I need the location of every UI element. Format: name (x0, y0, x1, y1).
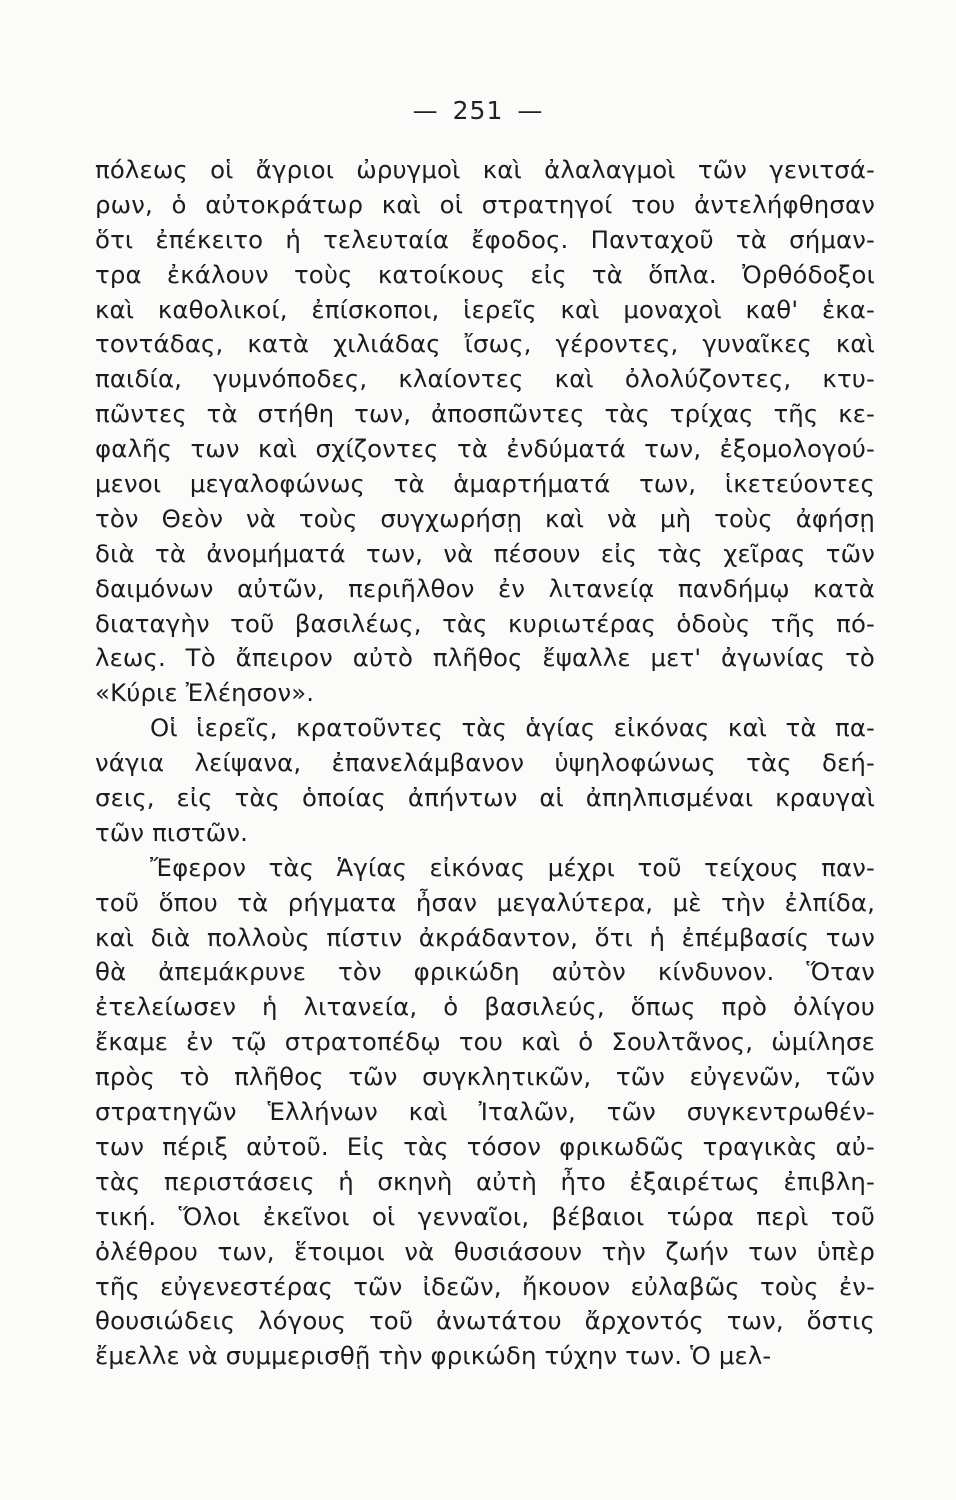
dash-left: — (412, 96, 439, 125)
text-line: διὰ τὰ ἀνομήματά των, νὰ πέσουν εἰς τὰς χεῖρας τῶν (95, 538, 875, 568)
page-number-header (0, 96, 956, 125)
text-line: Ἔφερον τὰς Ἁγίας εἰκόνας μέχρι τοῦ τείχους παν- (150, 852, 875, 882)
text-line: σεις, εἰς τὰς ὁποίας ἀπήντων αἱ ἀπηλπισμέναι κραυγαὶ (95, 783, 875, 813)
text-line: τῶν πιστῶν. (95, 817, 249, 847)
text-line: ὀλέθρου των, ἕτοιμοι νὰ θυσιάσουν τὴν ζωήν των ὑπὲρ (95, 1236, 875, 1266)
text-line: ρων, ὁ αὐτοκράτωρ καὶ οἱ στρατηγοί του ἀντελήφθησαν (95, 189, 875, 219)
text-line: τῆς εὐγενεστέρας τῶν ἰδεῶν, ἤκουον εὐλαβῶς τοὺς ἐν- (95, 1271, 875, 1301)
text-line: λεως. Τὸ ἄπειρον αὐτὸ πλῆθος ἔψαλλε μετ' ἀγωνίας τὸ (95, 643, 875, 673)
text-line: τοντάδας, κατὰ χιλιάδας ἴσως, γέροντες, γυναῖκες καὶ (95, 329, 875, 359)
text-line: «Κύριε Ἐλέησον». (95, 678, 315, 708)
text-line: στρατηγῶν Ἑλλήνων καὶ Ἰταλῶν, τῶν συγκεντρωθέν- (95, 1097, 875, 1127)
text-line: τὰς περιστάσεις ἡ σκηνὴ αὐτὴ ἦτο ἐξαιρέτως ἐπιβλη- (95, 1166, 875, 1196)
text-line: διαταγὴν τοῦ βασιλέως, τὰς κυριωτέρας ὁδοὺς τῆς πό- (95, 608, 875, 638)
text-line: των πέριξ αὐτοῦ. Εἰς τὰς τόσον φρικωδῶς τραγικὰς αὐ- (95, 1131, 875, 1161)
text-line: τοῦ ὅπου τὰ ρήγματα ἦσαν μεγαλύτερα, μὲ τὴν ἐλπίδα, (95, 887, 875, 917)
text-line: μενοι μεγαλοφώνως τὰ ἁμαρτήματά των, ἱκετεύοντες (95, 469, 875, 499)
text-line: φαλῆς των καὶ σχίζοντες τὰ ἐνδύματά των, ἐξομολογού- (95, 434, 875, 464)
page-number: 251 (452, 96, 504, 125)
text-line: Οἱ ἱερεῖς, κρατοῦντες τὰς ἁγίας εἰκόνας καὶ τὰ πα- (150, 713, 875, 743)
text-line: ἐτελείωσεν ἡ λιτανεία, ὁ βασιλεύς, ὅπως πρὸ ὀλίγου (95, 992, 875, 1022)
text-line: ἔκαμε ἐν τῷ στρατοπέδῳ του καὶ ὁ Σουλτᾶνος, ὡμίλησε (95, 1027, 875, 1057)
text-line: θὰ ἀπεμάκρυνε τὸν φρικώδη αὐτὸν κίνδυνον. Ὅταν (95, 957, 875, 987)
text-line: τὸν Θεὸν νὰ τοὺς συγχωρήσῃ καὶ νὰ μὴ τοὺς ἀφήσῃ (95, 503, 875, 533)
paragraph (95, 153, 875, 711)
dash-right: — (517, 96, 544, 125)
text-line: θουσιώδεις λόγους τοῦ ἀνωτάτου ἄρχοντός των, ὅστις (95, 1306, 875, 1336)
paragraph (95, 851, 875, 1374)
text-line: τική. Ὅλοι ἐκεῖνοι οἱ γενναῖοι, βέβαιοι τώρα περὶ τοῦ (95, 1201, 875, 1231)
text-line: πῶντες τὰ στήθη των, ἀποσπῶντες τὰς τρίχας τῆς κε- (95, 399, 875, 429)
body-text (95, 153, 875, 1374)
paragraph (95, 711, 875, 851)
text-line: ἔμελλε νὰ συμμερισθῇ τὴν φρικώδη τύχην των. Ὁ μελ- (95, 1341, 772, 1371)
text-line: καὶ διὰ πολλοὺς πίστιν ἀκράδαντον, ὅτι ἡ ἐπέμβασίς των (95, 922, 875, 952)
text-line: ὅτι ἐπέκειτο ἡ τελευταία ἔφοδος. Πανταχοῦ τὰ σήμαν- (95, 224, 875, 254)
text-line: πρὸς τὸ πλῆθος τῶν συγκλητικῶν, τῶν εὐγενῶν, τῶν (95, 1062, 875, 1092)
text-line: τρα ἐκάλουν τοὺς κατοίκους εἰς τὰ ὅπλα. Ὀρθόδοξοι (95, 259, 875, 289)
text-line: πόλεως οἱ ἄγριοι ὠρυγμοὶ καὶ ἀλαλαγμοὶ τῶν γενιτσά- (95, 155, 875, 184)
text-line: δαιμόνων αὐτῶν, περιῆλθον ἐν λιτανείᾳ πανδήμῳ κατὰ (95, 573, 875, 603)
text-line: καὶ καθολικοί, ἐπίσκοποι, ἱερεῖς καὶ μοναχοὶ καθ' ἑκα- (95, 294, 875, 324)
text-line: νάγια λείψανα, ἐπανελάμβανον ὑψηλοφώνως τὰς δεή- (95, 748, 875, 778)
text-line: παιδία, γυμνόποδες, κλαίοντες καὶ ὀλολύζοντες, κτυ- (95, 364, 875, 394)
